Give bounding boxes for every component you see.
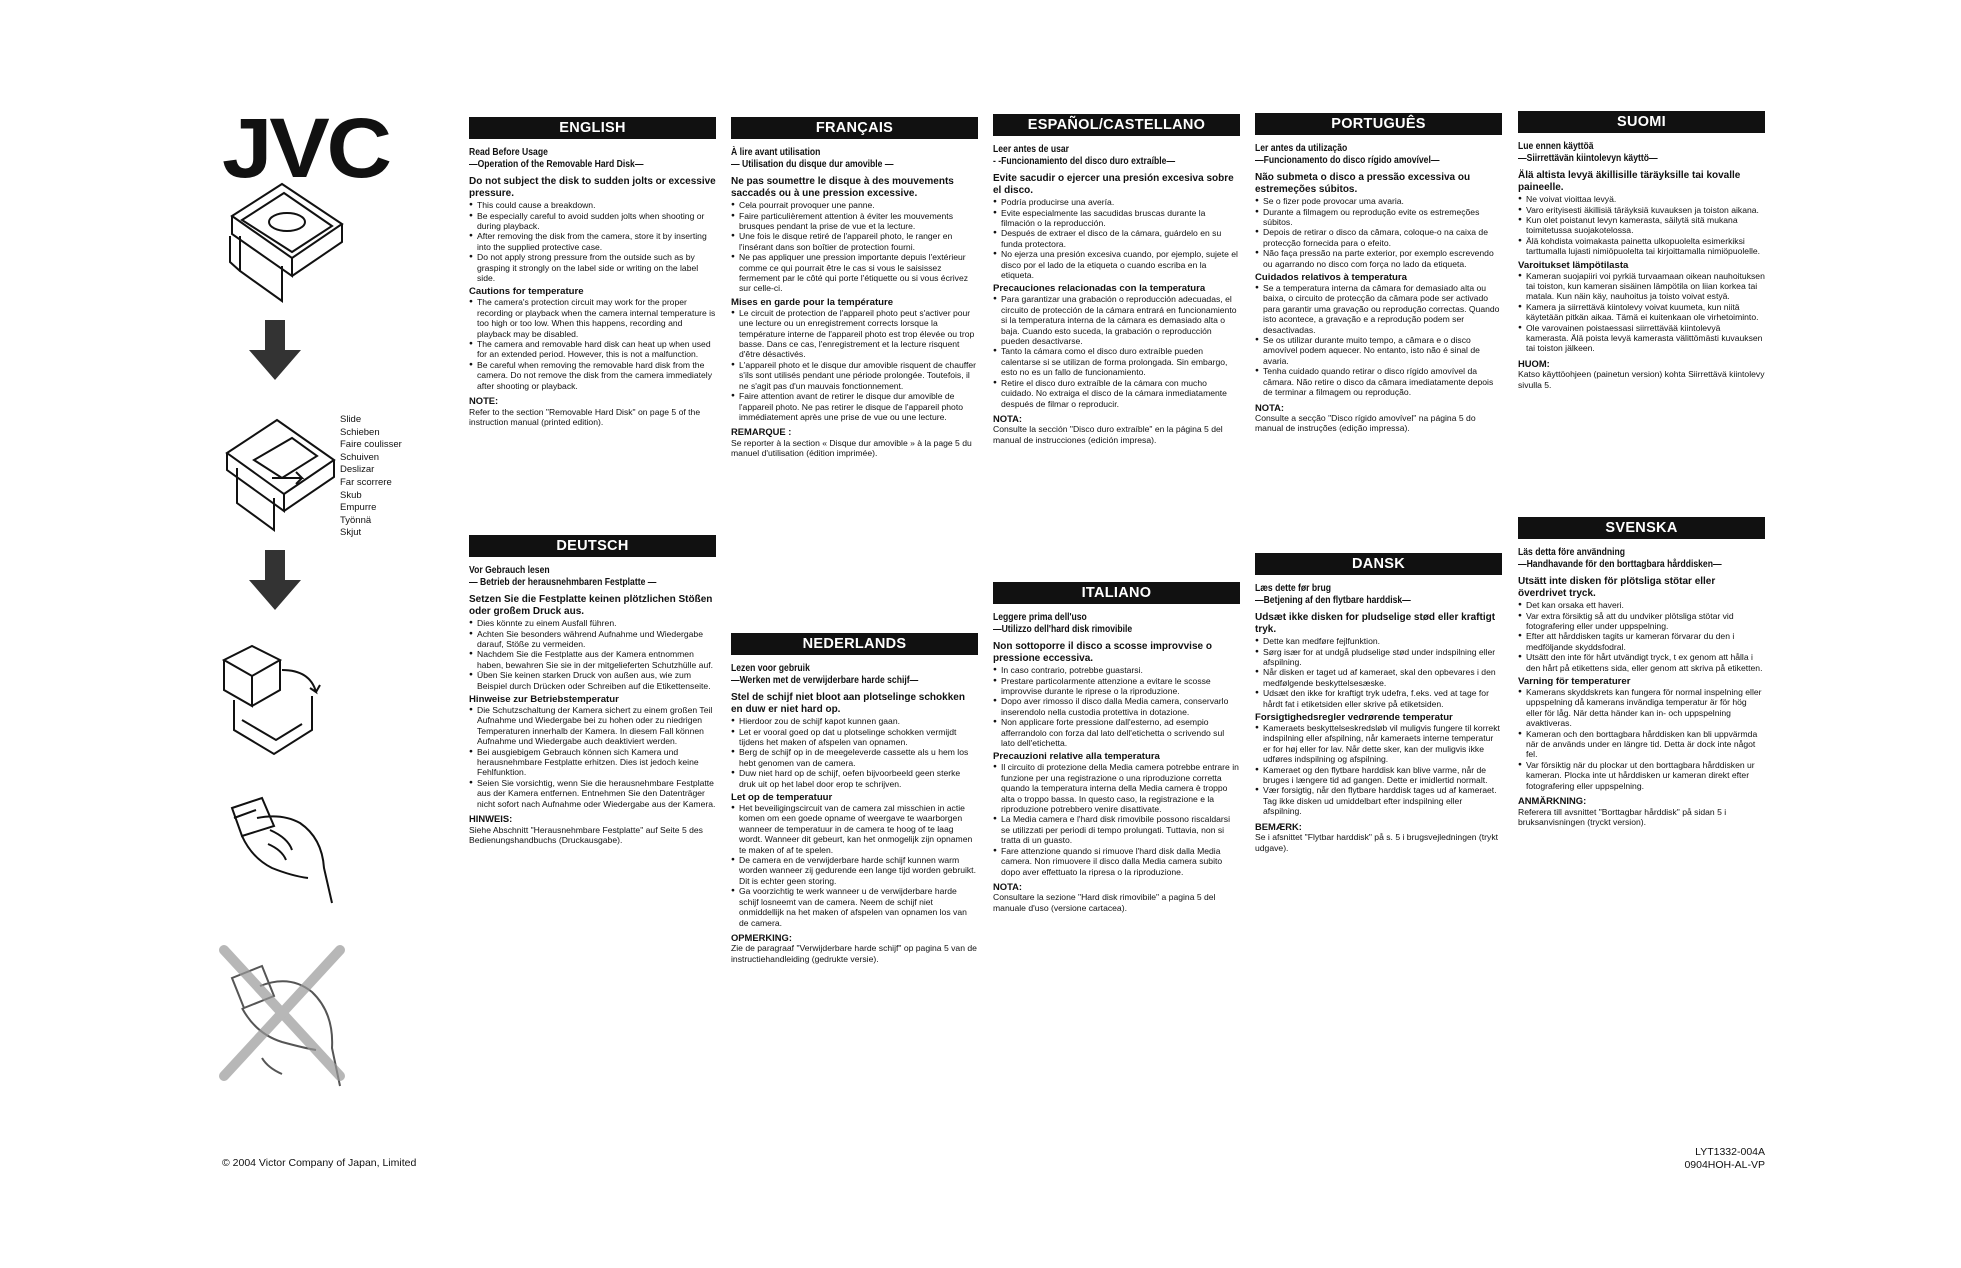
list-item: ● Podría producirse una avería.	[993, 197, 1240, 207]
subheading: Cautions for temperature	[469, 286, 584, 298]
list-item: ● Når disken er taget ud af kameraet, skal den opbevares i den medfølgende beskyttelsesæske.	[1255, 667, 1502, 688]
section-subtitle: — Betrieb der herausnehmbaren Festplatte —	[469, 577, 657, 588]
list-item: ● Var försiktig när du plockar ut den borttagbara hårddisken ur kameran. Plocka inte ut hårddisken ur kameran direkt efter fotografering eller uppspelning.	[1518, 760, 1765, 791]
subheading: Precauzioni relative alla temperatura	[993, 751, 1160, 763]
bullet-list	[731, 716, 978, 789]
hand-holding-disk-illustration	[212, 788, 342, 908]
list-item: ● This could cause a breakdown.	[469, 200, 716, 210]
section-header: FRANÇAIS	[731, 117, 978, 139]
note-text: Consulte la sección "Disco duro extraíble" en la página 5 del manual de instrucciones (edición impresa).	[993, 424, 1223, 445]
bullet-list	[993, 294, 1240, 408]
section-title: Lezen voor gebruik	[731, 663, 810, 674]
slide-label: Schuiven	[340, 451, 380, 463]
subheading: Let op de temperatuur	[731, 792, 833, 804]
slide-label: Skub	[340, 489, 362, 501]
list-item: ● Durante a filmagem ou reprodução evite os estremeções súbitos.	[1255, 207, 1502, 228]
list-item: ● Kameran och den borttagbara hårddisken kan bli uppvärmda när de används under en längre tid. Detta är dock inte något fel.	[1518, 729, 1765, 760]
list-item: ● The camera and removable hard disk can heat up when used for an extended period. However, this is not a malfunction.	[469, 339, 716, 360]
bullet-list	[1518, 271, 1765, 354]
section-header: ESPAÑOL/CASTELLANO	[993, 114, 1240, 136]
section-header: SUOMI	[1518, 111, 1765, 133]
note-text: Siehe Abschnitt "Herausnehmbare Festplatte" auf Seite 5 des Bedienungshandbuchs (Druckausgabe).	[469, 824, 703, 845]
list-item: ● Evite especialmente las sacudidas bruscas durante la filmación o la reproducción.	[993, 208, 1240, 229]
section-header: NEDERLANDS	[731, 633, 978, 655]
part-number: LYT1332-004A	[1695, 1146, 1765, 1158]
slide-label: Työnnä	[340, 514, 372, 526]
list-item: ● Efter att hårddisken tagits ur kameran förvarar du den i medföljande skyddsfodral.	[1518, 631, 1765, 652]
subheading: Hinweise zur Betriebstemperatur	[469, 694, 619, 706]
section-header: ITALIANO	[993, 582, 1240, 604]
note-label: NOTA:	[1255, 401, 1284, 413]
bullet-list	[1255, 723, 1502, 817]
note-text: Se reporter à la section « Disque dur amovible » à la page 5 du manuel d'utilisation (édition imprimée).	[731, 437, 972, 459]
subheading: Mises en garde pour la température	[731, 296, 894, 308]
list-item: ● Fare attenzione quando si rimuove l'hard disk dalla Media camera. Non rimuovere il disco dalla Media camera subito dopo aver effettuato la ripresa o la riproduzione.	[993, 846, 1240, 877]
list-item: ● Udsæt den ikke for kraftigt tryk udefra, f.eks. ved at tage for hårdt fat i etiketsiden eller skrive på etiketsiden.	[1255, 688, 1502, 709]
bullet-list	[469, 200, 716, 283]
slide-label-list	[340, 414, 402, 540]
list-item: ● Retire el disco duro extraíble de la cámara con mucho cuidado. No extraiga el disco de la cámara inmediatamente después de filmar o reproducir.	[993, 378, 1240, 409]
document-code	[1625, 1146, 1765, 1172]
bullet-list	[1518, 600, 1765, 673]
note-text: Refer to the section "Removable Hard Disk" on page 5 of the instruction manual (printed edition).	[469, 406, 701, 427]
bullet-list	[731, 200, 978, 294]
lead-warning: Utsätt inte disken för plötsliga stötar eller överdrivet tryck.	[1518, 576, 1716, 599]
list-item: ● Kameraets beskyttelseskredsløb vil muligvis fungere til korrekt indspilning eller afspilning, når kameraets interne temperatur er for høj eller for lav. Når dette sker, kan der muligvis ikke udføres indspilning og afspilning.	[1255, 723, 1502, 765]
list-item: ● Be careful when removing the removable hard disk from the camera. Do not remove the disk from the camera immediately after shooting or playback.	[469, 360, 716, 391]
list-item: ● Non applicare forte pressione dall'esterno, ad esempio afferrandolo con forza dal lato dell'etichetta o scrivendo sul lato dell'etichetta.	[993, 717, 1240, 748]
section-svenska	[1518, 517, 1765, 827]
list-item: ● Ole varovainen poistaessasi siirrettävää kiintolevyä kamerasta. Älä poista levyä kamerasta välittömästi kuvauksen tai toiston jälkeen.	[1518, 323, 1765, 354]
note-label: ANMÄRKNING:	[1518, 795, 1587, 807]
section-suomi	[1518, 111, 1765, 390]
jvc-logo: JVC	[222, 101, 389, 195]
list-item: ● Do not apply strong pressure from the outside such as by grasping it strongly on the label side or writing on the label side.	[469, 252, 716, 283]
note-label: REMARQUE :	[731, 426, 792, 438]
section-header: ENGLISH	[469, 117, 716, 139]
note-text: Referera till avsnittet "Borttagbar hårddisk" på sidan 5 i bruksanvisningen (tryckt version).	[1518, 806, 1727, 827]
list-item: ● After removing the disk from the camera, store it by inserting into the supplied protective case.	[469, 231, 716, 252]
lead-warning: Do not subject the disk to sudden jolts or excessive pressure.	[469, 176, 716, 199]
list-item: ● Utsätt den inte för hårt utvändigt tryck, t ex genom att hålla i den hårt på etikettens sida, eller genom att skriva på etiketten.	[1518, 652, 1765, 673]
bullet-list	[731, 308, 978, 422]
subheading: Forsigtighedsregler vedrørende temperatur	[1255, 712, 1453, 724]
disk-case-open-illustration	[212, 176, 352, 311]
section-english	[469, 117, 716, 427]
crossed-out-squeeze-illustration	[212, 938, 352, 1088]
note-label: NOTE:	[469, 395, 499, 407]
bullet-list	[993, 197, 1240, 280]
list-item: ● Bei ausgiebigem Gebrauch können sich Kamera und herausnehmbare Festplatte erhitzen. Dies ist jedoch keine Fehlfunktion.	[469, 747, 716, 778]
list-item: ● Cela pourrait provoquer une panne.	[731, 200, 978, 210]
bullet-list	[1255, 196, 1502, 269]
list-item: ● Faire attention avant de retirer le disque dur amovible de l'appareil photo. Ne pas retirer le disque de l'appareil photo immédiatement après une prise de vue ou une lecture.	[731, 391, 978, 422]
list-item: ● Üben Sie keinen starken Druck von außen aus, wie zum Beispiel durch Drücken oder Schreiben auf die Etikettenseite.	[469, 670, 716, 691]
section-subtitle: —Operation of the Removable Hard Disk—	[469, 159, 644, 170]
list-item: ● Let er vooral goed op dat u plotselinge schokken vermijdt tijdens het maken of afspelen van opnamen.	[731, 727, 978, 748]
bullet-list	[469, 297, 716, 391]
list-item: ● Ne pas appliquer une pression importante depuis l'extérieur comme ce qui pourrait être le cas si vous le saisissez fermement par le côté qui porte l'étiquette ou si vous écrivez sur celle-ci.	[731, 252, 978, 294]
disk-remove-illustration	[212, 630, 342, 760]
section-subtitle: —Handhavande för den borttagbara hårddisken—	[1518, 559, 1722, 570]
down-arrow-icon	[245, 320, 305, 382]
note-label: HUOM:	[1518, 357, 1550, 369]
section-title: À lire avant utilisation	[731, 147, 821, 158]
slide-label: Empurre	[340, 502, 377, 514]
slide-label: Faire coulisser	[340, 439, 402, 451]
list-item: ● Se os utilizar durante muito tempo, a câmara e o disco amovível podem aquecer. No entanto, isto não é sinal de avaria.	[1255, 335, 1502, 366]
section-subtitle: — Utilisation du disque dur amovible —	[731, 159, 894, 170]
list-item: ● Prestare particolarmente attenzione a evitare le scosse improvvise durante le riprese o la riproduzione.	[993, 676, 1240, 697]
subheading: Varning för temperaturer	[1518, 676, 1631, 688]
list-item: ● Kameran suojapiiri voi pyrkiä turvaamaan oikean nauhoituksen tai toiston, kun kameran sisäinen lämpötila on liian korkea tai matala. Kun näin käy, nauhoitus ja toisto voivat estyä.	[1518, 271, 1765, 302]
slide-label: Far scorrere	[340, 476, 392, 488]
subheading: Cuidados relativos à temperatura	[1255, 272, 1407, 284]
section-title: Lue ennen käyttöä	[1518, 141, 1594, 152]
section-deutsch	[469, 535, 716, 845]
lead-warning: Älä altista levyä äkillisille täräyksille tai kovalle paineelle.	[1518, 170, 1741, 193]
list-item: ● Kamerans skyddskrets kan fungera för normal inspelning eller uppspelning då kamerans invändiga temperatur är för hög eller för låg. När detta händer kan in- och uppspelning avaktiveras.	[1518, 687, 1765, 729]
section-title: Vor Gebrauch lesen	[469, 565, 550, 576]
disk-slide-illustration	[212, 408, 342, 538]
list-item: ● Le circuit de protection de l'appareil photo peut s'activer pour une lecture ou un enregistrement corrects lorsque la température interne de l'appareil photo est trop élevée ou trop basse. Dans ce cas, l'enregistrement et la lecture risquent d'être désactivés.	[731, 308, 978, 360]
lead-warning: Evite sacudir o ejercer una presión excesiva sobre el disco.	[993, 173, 1234, 196]
subheading: Varoitukset lämpötilasta	[1518, 259, 1629, 271]
list-item: ● Kun olet poistanut levyn kamerasta, säilytä sitä mukana toimitetussa suojakotelossa.	[1518, 215, 1765, 236]
list-item: ● Não faça pressão na parte exterior, por exemplo escrevendo ou agarrando no disco com força no lado da etiqueta.	[1255, 248, 1502, 269]
list-item: ● No ejerza una presión excesiva cuando, por ejemplo, sujete el disco por el lado de la etiqueta o cuando escriba en la etiqueta.	[993, 249, 1240, 280]
list-item: ● Tenha cuidado quando retirar o disco rígido amovível da câmara. Não retire o disco da câmara imediatamente depois de terminar a filmagem ou reprodução.	[1255, 366, 1502, 397]
list-item: ● Une fois le disque retiré de l'appareil photo, le ranger en l'insérant dans son boîtier de protection fourni.	[731, 231, 978, 252]
list-item: ● Il circuito di protezione della Media camera potrebbe entrare in funzione per una registrazione o una riproduzione corretta quando la temperatura interna della Media camera è troppo alta o troppo bassa. In questo caso, la registrazione e la riproduzione potrebbero venire disattivate.	[993, 762, 1240, 814]
list-item: ● Ne voivat vioittaa levyä.	[1518, 194, 1765, 204]
list-item: ● Het beveiligingscircuit van de camera zal misschien in actie komen om een goede opname of weergave te waarborgen wanneer de temperatuur in de camera te hoog of te laag wordt. Wanneer dit gebeurt, kan het onmogelijk zijn opnamen te maken of af te spelen.	[731, 803, 978, 855]
section-title: Read Before Usage	[469, 147, 548, 158]
list-item: ● Det kan orsaka ett haveri.	[1518, 600, 1765, 610]
note-text: Se i afsnittet "Flytbar harddisk" på s. 5 i brugsvejledningen (trykt udgave).	[1255, 832, 1499, 853]
section-subtitle: —Betjening af den flytbare harddisk—	[1255, 595, 1411, 606]
note-label: BEMÆRK:	[1255, 820, 1302, 832]
bullet-list	[1518, 194, 1765, 256]
list-item: ● Kamera ja siirrettävä kiintolevy voivat kuumeta, kun niitä käytetään pitkän aikaa. Tämä ei kuitenkaan ole virhetoiminto.	[1518, 302, 1765, 323]
section-nederlands	[731, 633, 978, 964]
lead-warning: Ne pas soumettre le disque à des mouvements saccadés ou à une pression excessive.	[731, 176, 954, 199]
list-item: ● Var extra försiktig så att du undviker plötsliga stötar vid fotografering eller under uppspelning.	[1518, 611, 1765, 632]
note-label: NOTA:	[993, 412, 1022, 424]
section-espanol	[993, 114, 1240, 445]
slide-label: Skjut	[340, 527, 362, 539]
bullet-list	[1518, 687, 1765, 791]
copyright-notice: © 2004 Victor Company of Japan, Limited	[222, 1157, 417, 1169]
section-subtitle: —Utilizzo dell'hard disk rimovibile	[993, 624, 1133, 635]
note-text: Consulte a secção "Disco rígido amovível" na página 5 do manual de instruções (edição impressa).	[1255, 412, 1476, 434]
list-item: ● In caso contrario, potrebbe guastarsi.	[993, 665, 1240, 675]
bullet-list	[993, 665, 1240, 748]
list-item: ● De camera en de verwijderbare harde schijf kunnen warm worden wanneer zij gedurende een lange tijd worden gebruikt. Dit is echter geen storing.	[731, 855, 978, 886]
lead-warning: Não submeta o disco a pressão excessiva ou estremeções súbitos.	[1255, 172, 1471, 195]
bullet-list	[1255, 636, 1502, 709]
lead-warning: Non sottoporre il disco a scosse improvvise o pressione eccessiva.	[993, 641, 1212, 664]
section-title: Læs dette før brug	[1255, 583, 1331, 594]
list-item: ● Vær forsigtig, når den flytbare harddisk tages ud af kameraet. Tag ikke disken ud umiddelbart efter indspilning eller afspilning.	[1255, 785, 1502, 816]
list-item: ● Se o fizer pode provocar uma avaria.	[1255, 196, 1502, 206]
bullet-list	[469, 618, 716, 691]
bullet-list	[993, 762, 1240, 876]
section-dansk	[1255, 553, 1502, 853]
section-subtitle: —Werken met de verwijderbare harde schijf—	[731, 675, 919, 686]
list-item: ● Tanto la cámara como el disco duro extraíble pueden calentarse si se utilizan de forma prolongada. Sin embargo, esto no es un fallo de funcionamiento.	[993, 346, 1240, 377]
list-item: ● Sørg især for at undgå pludselige stød under indspilning eller afspilning.	[1255, 647, 1502, 668]
section-header: DANSK	[1255, 553, 1502, 575]
section-header: DEUTSCH	[469, 535, 716, 557]
slide-label: Schieben	[340, 426, 380, 438]
section-francais	[731, 117, 978, 459]
list-item: ● Kameraet og den flytbare harddisk kan blive varme, når de bruges i længere tid ad gangen. Dette er imidlertid normalt.	[1255, 765, 1502, 786]
list-item: ● Después de extraer el disco de la cámara, guárdelo en su funda protectora.	[993, 228, 1240, 249]
list-item: ● Dette kan medføre fejlfunktion.	[1255, 636, 1502, 646]
list-item: ● Seien Sie vorsichtig, wenn Sie die herausnehmbare Festplatte aus der Kamera entfernen. Entnehmen Sie den Datenträger nicht sofort nach Aufnahme oder Wiedergabe aus der Kamera.	[469, 778, 716, 809]
note-text: Zie de paragraaf "Verwijderbare harde schijf" op pagina 5 van de instructiehandleiding (gedrukte versie).	[731, 943, 977, 964]
down-arrow-icon	[245, 550, 305, 612]
section-title: Leer antes de usar	[993, 144, 1070, 155]
list-item: ● La Media camera e l'hard disk rimovibile possono riscaldarsi se utilizzati per periodi di tempo prolungati. Tuttavia, non si tratta di un guasto.	[993, 814, 1240, 845]
list-item: ● Dopo aver rimosso il disco dalla Media camera, conservarlo inserendolo nella custodia protettiva in dotazione.	[993, 696, 1240, 717]
note-label: HINWEIS:	[469, 813, 513, 825]
list-item: ● Älä kohdista voimakasta painetta ulkopuolelta esimerkiksi tarttumalla lujasti nimiöpuolelta tai kirjoittamalla nimiöpuolelle.	[1518, 236, 1765, 257]
section-title: Ler antes da utilização	[1255, 143, 1348, 154]
list-item: ● Se a temperatura interna da câmara for demasiado alta ou baixa, o circuito de protecção da câmara pode ser activado para garantir uma gravação ou reprodução correctas. Quando isto acontece, a gravação e a reprodução podem ser desactivadas.	[1255, 283, 1502, 335]
subheading: Precauciones relacionadas con la temperatura	[993, 283, 1206, 295]
list-item: ● Berg de schijf op in de meegeleverde cassette als u hem los hebt genomen van de camera.	[731, 747, 978, 768]
list-item: ● Dies könnte zu einem Ausfall führen.	[469, 618, 716, 628]
list-item: ● Depois de retirar o disco da câmara, coloque-o na caixa de protecção fornecida para o efeito.	[1255, 227, 1502, 248]
note-label: OPMERKING:	[731, 931, 792, 943]
list-item: ● The camera's protection circuit may work for the proper recording or playback when the camera internal temperature is too high or too low. When this happens, recording and playback may be disabled.	[469, 297, 716, 339]
list-item: ● Ga voorzichtig te werk wanneer u de verwijderbare harde schijf losneemt van de camera. Neem de schijf niet onmiddellijk na het maken of afspelen van opnamen los van de camera.	[731, 886, 978, 928]
list-item: ● Para garantizar una grabación o reproducción adecuadas, el circuito de protección de la cámara entrará en funcionamiento si la temperatura interna de la cámara es demasiado alta o baja. Cuando esto suceda, la grabación o reproducción pueden desactivarse.	[993, 294, 1240, 346]
section-italiano	[993, 582, 1240, 913]
section-subtitle: —Funcionamento do disco rígido amovível—	[1255, 155, 1440, 166]
list-item: ● Duw niet hard op de schijf, oefen bijvoorbeeld geen sterke druk uit op het label door erop te schrijven.	[731, 768, 978, 789]
list-item: ● Be especially careful to avoid sudden jolts when shooting or during playback.	[469, 211, 716, 232]
note-text: Katso käyttöohjeen (painetun version) kohta Siirrettävä kiintolevy sivulla 5.	[1518, 369, 1765, 390]
lead-warning: Udsæt ikke disken for pludselige stød eller kraftigt tryk.	[1255, 612, 1496, 635]
bullet-list	[469, 705, 716, 809]
lead-warning: Stel de schijf niet bloot aan plotselinge schokken en duw er niet hard op.	[731, 692, 965, 715]
bullet-list	[1255, 283, 1502, 397]
section-title: Läs detta före användning	[1518, 547, 1626, 558]
print-code: 0904HOH-AL-VP	[1684, 1159, 1765, 1171]
section-subtitle: - -Funcionamiento del disco duro extraíble—	[993, 156, 1176, 167]
list-item: ● Faire particulièrement attention à éviter les mouvements brusques pendant la prise de vue et la lecture.	[731, 211, 978, 232]
section-title: Leggere prima dell'uso	[993, 612, 1087, 623]
list-item: ● Achten Sie besonders während Aufnahme und Wiedergabe darauf, Stöße zu vermeiden.	[469, 629, 716, 650]
list-item: ● L'appareil photo et le disque dur amovible risquent de chauffer s'ils sont utilisés pendant une période prolongée. Toutefois, il ne s'agit pas d'un mauvais fonctionnement.	[731, 360, 978, 391]
list-item: ● Varo erityisesti äkillisiä täräyksiä kuvauksen ja toiston aikana.	[1518, 205, 1765, 215]
section-subtitle: —Siirrettävän kiintolevyn käyttö—	[1518, 153, 1658, 164]
list-item: ● Hierdoor zou de schijf kapot kunnen gaan.	[731, 716, 978, 726]
slide-label: Deslizar	[340, 464, 375, 476]
section-portugues	[1255, 113, 1502, 434]
bullet-list	[731, 803, 978, 928]
section-header: SVENSKA	[1518, 517, 1765, 539]
list-item: ● Die Schutzschaltung der Kamera sichert zu einem großen Teil Aufnahme und Wiedergabe bei zu hohen oder zu niedrigen Temperaturen innerhalb der Kamera. In diesem Fall können Aufnahme und Wiedergabe auch deaktiviert werden.	[469, 705, 716, 747]
note-label: NOTA:	[993, 880, 1022, 892]
lead-warning: Setzen Sie die Festplatte keinen plötzlichen Stößen oder großem Druck aus.	[469, 594, 713, 617]
slide-label: Slide	[340, 414, 362, 425]
note-text: Consultare la sezione "Hard disk rimovibile" a pagina 5 del manuale d'uso (versione cartacea).	[993, 892, 1216, 913]
list-item: ● Nachdem Sie die Festplatte aus der Kamera entnommen haben, bewahren Sie sie in der mitgelieferten Schutzhülle auf.	[469, 649, 716, 670]
section-header: PORTUGUÊS	[1255, 113, 1502, 135]
